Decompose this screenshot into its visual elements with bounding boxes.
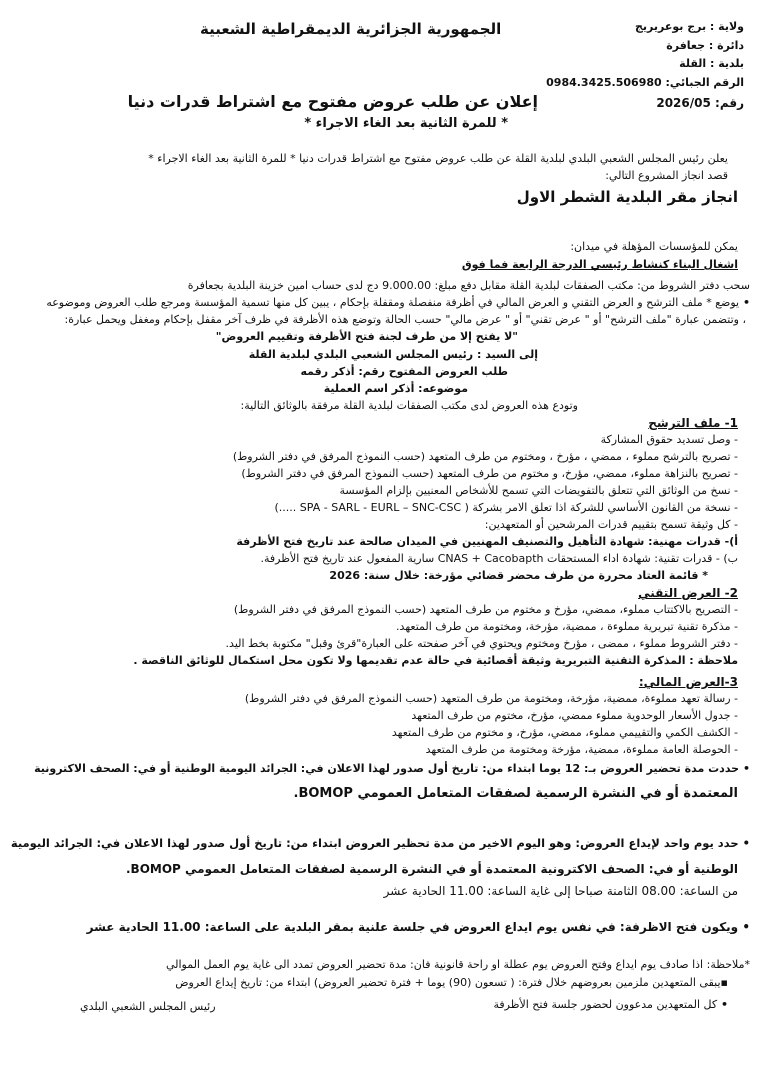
envelope-line-2: ، وتتضمن عبارة "ملف الترشح" أو " عرض تقني" أو " عرض مالي" حسب الحالة وتوضع هذه الأظرفة في ظرف آخر مقفل بإحكام ومغفل ويحمل عبارة: [64, 313, 746, 326]
announcement-title: إعلان عن طلب عروض مفتوح مع اشتراط قدرات دنيا [127, 92, 538, 111]
section-1-item: - تصريح بالنزاهة مملوء، ممضي، مؤرخ، و مختوم من طرف المتعهد (حسب النموذج المرفق في دفتر الشروط) [241, 467, 738, 480]
daira-label: دائرة : جعافرة [666, 39, 744, 52]
section-2-item: - مذكرة تقنية تبريرية مملوءة ، ممضية، مؤرخة، ومختومة من طرف المتعهد. [396, 620, 738, 633]
tax-id-label: الرقم الجبائي: 0984.3425.506980 [546, 76, 744, 89]
project-name: انجاز مقر البلدية الشطر الاول [516, 188, 738, 206]
section-1-item: - نسخة من القانون الأساسي للشركة اذا تعلق الامر بشركة ( SPA - SARL - EURL – SNC-CSC .....) [275, 501, 738, 514]
remark-line-2: ▪ يبقى المتعهدين ملزمين بعروضهم خلال فترة: ( تسعون (90) يوما + فترة تحضير العروض) ابتداء من: تاريخ إيداع العروض [175, 976, 728, 989]
section-1-item: - نسخ من الوثائق التي تتعلق بالتفويضات التي تسمح للأشخاص المعنيين بإلزام المؤسسة [339, 484, 738, 497]
intro-text: يعلن رئيس المجلس الشعبي البلدي لبلدية القلة عن طلب عروض مفتوح مع اشتراط قدرات دنيا * للمرة الثانية بعد الغاء الاجراء * [148, 152, 728, 165]
section-1-item: - وصل تسديد حقوق المشاركة [601, 433, 738, 446]
technical-capacity: ب) - قدرات تقنية: شهادة اداء المستحقات CNAS + Cacobapth سارية المفعول عند تاريخ فتح الأظرفة. [260, 552, 738, 565]
duration-line-1: • حددت مدة تحضير العروض بـ: 12 يوما ابتداء من: تاريخ أول صدور لهذا الاعلان في: الجرائد اليومية الوطنية أو في: الصحف الاكترونية [34, 762, 750, 775]
section-3-title: 3-العرض المالي: [638, 675, 738, 689]
deposit-line: وتودع هذه العروض لدى مكتب الصفقات لبلدية القلة مرفقة بالوثائق التالية: [240, 399, 578, 412]
section-3-item: - رسالة تعهد مملوءة، ممضية، مؤرخة، ومختومة من طرف المتعهد (حسب النموذج المرفق في دفتر الشروط) [245, 692, 738, 705]
section-3-item: - الكشف الكمي والتقييمي مملوء، ممضي، مؤرخ، و مختوم من طرف المتعهد [392, 726, 738, 739]
address-subject: موضوعه: أذكر اسم العملية [323, 382, 468, 395]
section-2-title: 2- العرض التقني [638, 586, 738, 600]
section-3-item: - جدول الأسعار الوحدوية مملوء ممضي، مؤرخ، مختوم من طرف المتعهد [411, 709, 738, 722]
deadline-hours: من الساعة: 08.00 الثامنة صباحا إلى غاية الساعة: 11.00 الحادية عشر [383, 884, 738, 898]
republic-title: الجمهورية الجزائرية الديمقراطية الشعبية [200, 20, 502, 38]
duration-line-2: المعتمدة أو في النشرة الرسمية لصفقات المتعامل العمومي BOMOP. [293, 786, 738, 801]
address-to: إلى السيد : رئيس المجلس الشعبي البلدي لبلدية القلة [248, 348, 538, 361]
section-1-item: - تصريح بالترشح مملوء ، ممضي ، مؤرخ ، ومختوم من طرف المتعهد (حسب النموذج المرفق في دفتر الشروط) [233, 450, 738, 463]
remark-line-1: *ملاحظة: اذا صادف يوم ايداع وفتح العروض يوم عطلة او راحة قانونية فان: مدة تحضير العروض تمدد الى غاية يوم العمل الموالي [165, 958, 750, 971]
fee-line: سحب دفتر الشروط من: مكتب الصفقات لبلدية القلة مقابل دفع مبلغ: 9.000.00 دج لدى حساب امين خزينة البلدية بجعافرة [187, 279, 750, 292]
address-tender-number: طلب العروض المفتوح رقم: أذكر رقمه [300, 365, 508, 378]
equipment-list: * قائمة العتاد محررة من طرف محضر قضائي مؤرخة: خلال سنة: 2026 [329, 569, 708, 582]
section-2-item: - دفتر الشروط مملوء ، ممضى ، مؤرخ ومختوم ويحتوي في آخر صفحته على العبارة"قرئ وقبل" مكتوبة بخط اليد. [226, 637, 738, 650]
signature-label: رئيس المجلس الشعبي البلدي [80, 1000, 216, 1013]
section-1-item: - كل وثيقة تسمح بتقييم قدرات المرشحين أو المتعهدين: [485, 518, 738, 531]
commune-label: بلدية : القلة [679, 57, 744, 70]
section-3-item: - الحوصلة العامة مملوءة، ممضية، مؤرخة ومختومة من طرف المتعهد [426, 743, 738, 756]
announcement-subtitle: * للمرة الثانية بعد الغاء الاجراء * [304, 116, 508, 131]
professional-capacity: أ)- قدرات مهنية: شهادة التأهيل والتصنيف المهنيين في الميدان صالحة عند تاريخ فتح الأظرفة [236, 535, 738, 548]
eligibility-intro: يمكن للمؤسسات المؤهلة في ميدان: [570, 240, 738, 253]
wilaya-label: ولاية : برج بوعريريج [634, 20, 744, 33]
eligibility-activity: اشغال البناء كنشاط رئيسي الدرجة الرابعة فما فوق [461, 258, 738, 271]
envelope-line-1: • يوضع * ملف الترشح و العرض التقني و العرض المالي في أظرفة منفصلة ومقفلة بإحكام ، يبين كل منها تسمية المؤسسة ومرجع طلب العروض وموضوعه [46, 296, 750, 309]
section-1-title: 1- ملف الترشح [648, 416, 738, 430]
reference-number: رقم: 2026/05 [656, 96, 744, 110]
opening-line: • ويكون فتح الاظرفة: في نفس يوم ايداع العروض في جلسة علنية بمقر البلدية على الساعة: 11.00 الحادية عشر [87, 920, 750, 934]
section-2-item: - التصريح بالاكتتاب مملوء، ممضي، مؤرخ و مختوم من طرف المتعهد (حسب النموذج المرفق في دفتر الشروط) [234, 603, 738, 616]
envelope-line-3: "لا يفتح إلا من طرف لجنة فتح الأظرفة وتقييم العروض" [215, 330, 518, 343]
intro-purpose: قصد انجاز المشروع التالي: [605, 169, 728, 182]
deadline-line-1: • حدد يوم واحد لإيداع العروض: وهو اليوم الاخير من مدة تحظير العروض ابتداء من: تاريخ أول صدور لهذا الاعلان في: الجرائد اليومية [11, 836, 750, 850]
remark-line-3: • كل المتعهدين مدعوون لحضور جلسة فتح الأظرفة [493, 998, 728, 1011]
section-2-note: ملاحظة : المذكرة التقنية التبريرية وثيقة أقصائية في حالة عدم تقديمها ولا تكون محل استكمال للوثائق الناقصة . [133, 654, 738, 667]
deadline-line-2: الوطنية أو في: الصحف الاكترونية المعتمدة أو في النشرة الرسمية لصفقات المتعامل العمومي BOMOP. [125, 862, 738, 876]
